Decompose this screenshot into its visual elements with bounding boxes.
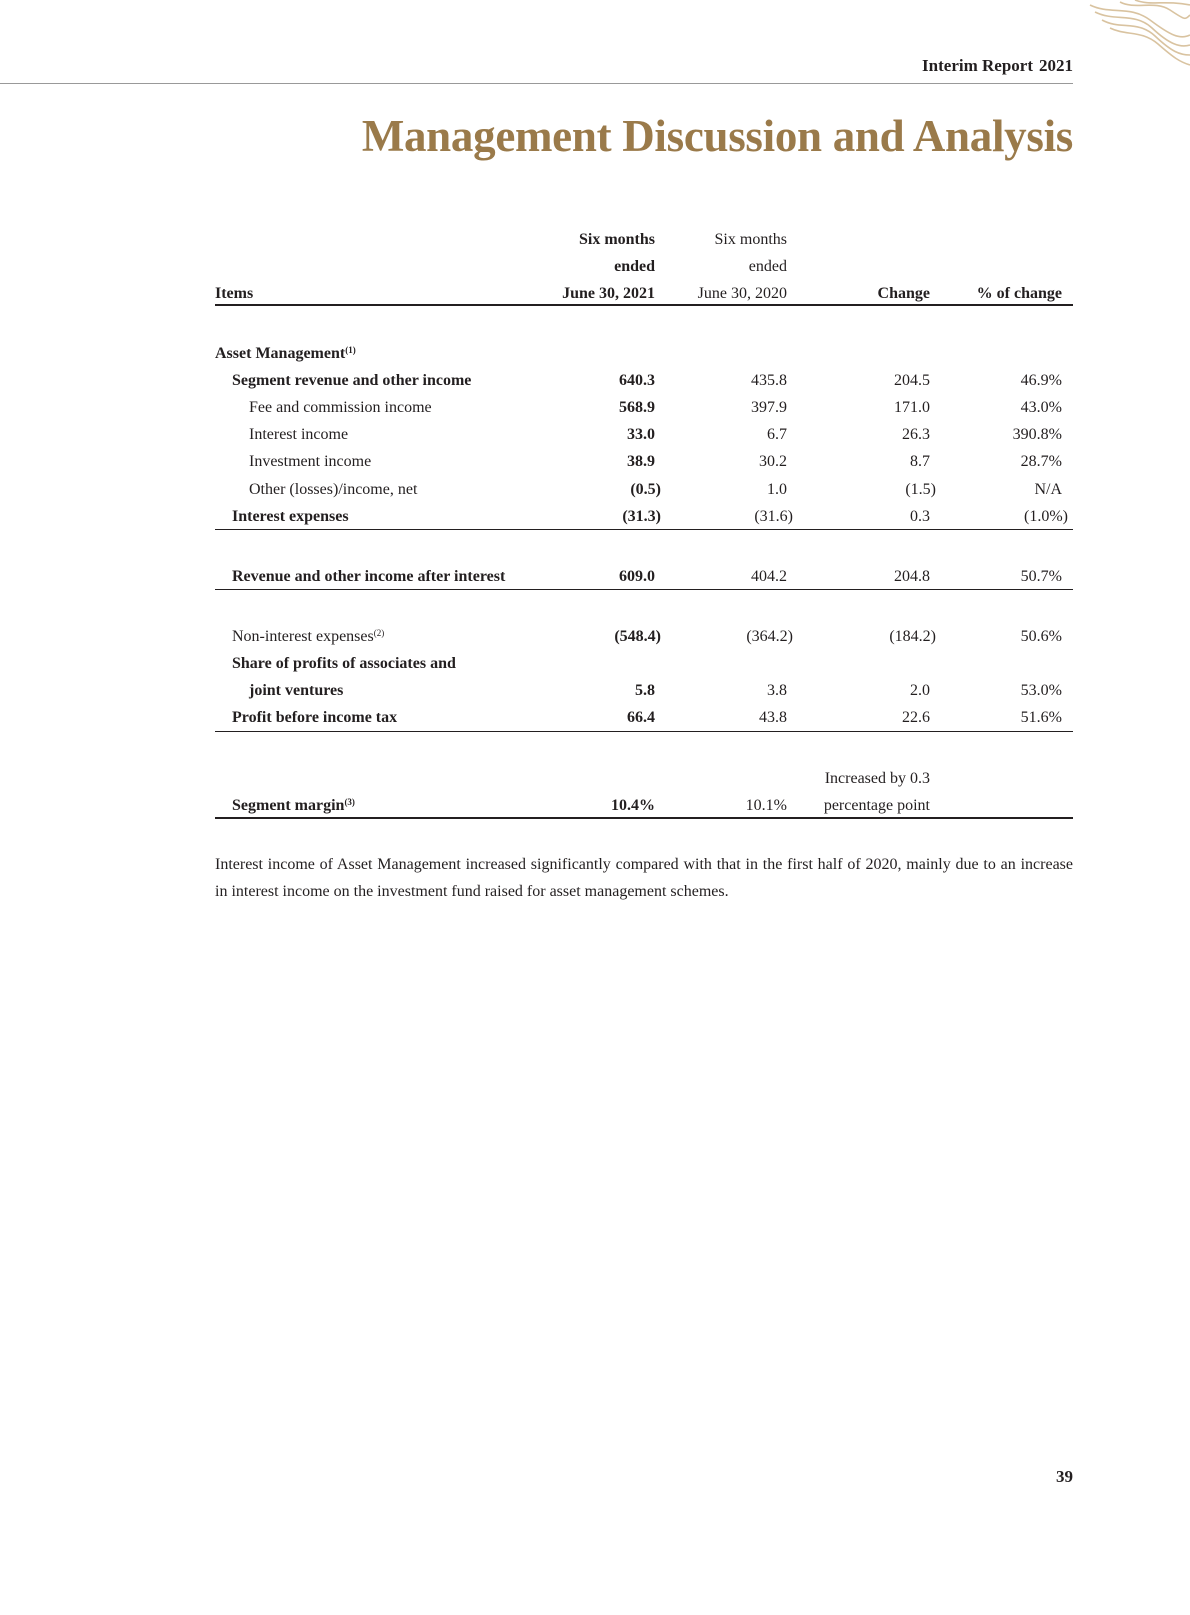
value-change: 0.3 bbox=[910, 508, 930, 525]
table-rule bbox=[215, 589, 1073, 590]
value-2020: 3.8 bbox=[767, 682, 787, 699]
header-pct-change: % of change bbox=[976, 285, 1062, 302]
value-pct-change: N/A bbox=[1034, 481, 1062, 498]
value-change: 204.8 bbox=[894, 568, 930, 585]
value-change: percentage point bbox=[823, 797, 930, 814]
header-change: Change bbox=[877, 285, 930, 302]
table-header-line-2 bbox=[215, 253, 1073, 280]
row-label bbox=[215, 677, 343, 704]
value-2020: (31.6) bbox=[754, 508, 793, 525]
value-pct-change: 50.6% bbox=[1020, 628, 1062, 645]
value-2021: (548.4) bbox=[614, 628, 661, 645]
value-2020: 435.8 bbox=[751, 372, 787, 389]
row-label-text: Non-interest expenses bbox=[232, 628, 374, 645]
row-label bbox=[215, 448, 371, 475]
value-change: Increased by 0.3 bbox=[824, 770, 930, 787]
header-col2: ended bbox=[748, 258, 787, 275]
row-label bbox=[215, 650, 456, 677]
value-2021: 568.9 bbox=[619, 399, 655, 416]
table-header-line-3 bbox=[215, 280, 1073, 307]
table-row bbox=[215, 476, 1073, 503]
value-2020: 43.8 bbox=[759, 709, 787, 726]
footnote-ref: (3) bbox=[344, 797, 355, 807]
value-pct-change: 390.8% bbox=[1012, 426, 1062, 443]
footnote-ref: (1) bbox=[345, 345, 356, 355]
row-label bbox=[215, 421, 348, 448]
page-number: 39 bbox=[1056, 1467, 1073, 1486]
row-label bbox=[215, 503, 349, 530]
section-heading bbox=[215, 340, 1073, 367]
header-col1: ended bbox=[614, 258, 655, 275]
value-2021: 33.0 bbox=[627, 426, 655, 443]
header-col1: Six months bbox=[578, 231, 655, 248]
body-paragraph: Interest income of Asset Management increased significantly compared with that in the first half of 2020, mainly due to an increase in interest income on the investment fund raised for asset management schemes. bbox=[215, 856, 1073, 900]
value-pct-change: 46.9% bbox=[1020, 372, 1062, 389]
table-row bbox=[215, 421, 1073, 448]
header-col2: Six months bbox=[714, 231, 787, 248]
value-pct-change: 43.0% bbox=[1020, 399, 1062, 416]
section-label: Asset Management bbox=[215, 345, 346, 362]
row-label-text: Interest income bbox=[249, 426, 349, 443]
value-change: 2.0 bbox=[910, 682, 930, 699]
row-label-text: Segment margin bbox=[232, 797, 345, 814]
row-label-text: Investment income bbox=[249, 453, 372, 470]
row-label bbox=[215, 704, 397, 731]
value-2021: (31.3) bbox=[622, 508, 661, 525]
row-label-text: Interest expenses bbox=[232, 508, 349, 525]
row-label bbox=[215, 394, 432, 421]
report-year: 2021 bbox=[1039, 56, 1073, 75]
table-row bbox=[215, 704, 1073, 731]
footnote-ref: (2) bbox=[373, 628, 385, 638]
value-change: 8.7 bbox=[910, 453, 930, 470]
value-pct-change: (1.0%) bbox=[1024, 508, 1068, 525]
value-change: (184.2) bbox=[889, 628, 936, 645]
value-change: 22.6 bbox=[902, 709, 930, 726]
row-label-text: Share of profits of associates and bbox=[232, 655, 456, 672]
value-pct-change: 50.7% bbox=[1020, 568, 1062, 585]
table-row bbox=[215, 367, 1073, 394]
value-2020: 397.9 bbox=[751, 399, 787, 416]
value-2021: 38.9 bbox=[627, 453, 655, 470]
value-pct-change: 51.6% bbox=[1020, 709, 1062, 726]
table-row bbox=[215, 503, 1073, 530]
value-2020: 30.2 bbox=[759, 453, 787, 470]
table-rule bbox=[215, 817, 1073, 819]
header-col2: June 30, 2020 bbox=[697, 285, 787, 302]
table-row bbox=[215, 623, 1073, 650]
value-2021: 10.4% bbox=[611, 797, 655, 814]
table-rule bbox=[215, 731, 1073, 732]
value-2020: 404.2 bbox=[751, 568, 787, 585]
value-pct-change: 53.0% bbox=[1020, 682, 1062, 699]
row-label bbox=[215, 623, 384, 650]
value-2021: 66.4 bbox=[627, 709, 655, 726]
value-change: 171.0 bbox=[894, 399, 930, 416]
value-2021: 609.0 bbox=[619, 568, 655, 585]
table-row bbox=[215, 765, 1073, 792]
value-change: 26.3 bbox=[902, 426, 930, 443]
row-label-text: Other (losses)/income, net bbox=[249, 481, 418, 498]
header-col1: June 30, 2021 bbox=[562, 285, 655, 302]
table-rule bbox=[215, 529, 1073, 530]
header-items: Items bbox=[215, 285, 254, 302]
header-divider bbox=[0, 83, 1073, 84]
table-row bbox=[215, 394, 1073, 421]
value-pct-change: 28.7% bbox=[1020, 453, 1062, 470]
value-2020: 6.7 bbox=[767, 426, 787, 443]
value-2021: 640.3 bbox=[619, 372, 655, 389]
table-row bbox=[215, 792, 1073, 819]
row-label-text: Revenue and other income after interest bbox=[232, 568, 506, 585]
report-header bbox=[922, 56, 1073, 76]
table-rule bbox=[215, 304, 1073, 306]
value-change: 204.5 bbox=[894, 372, 930, 389]
value-2020: 1.0 bbox=[767, 481, 787, 498]
value-change: (1.5) bbox=[905, 481, 936, 498]
row-label-text: joint ventures bbox=[249, 682, 344, 699]
table-header-line-1 bbox=[215, 226, 1073, 253]
row-label-text: Segment revenue and other income bbox=[232, 372, 472, 389]
value-2020: 10.1% bbox=[745, 797, 787, 814]
table-row bbox=[215, 650, 1073, 677]
row-label bbox=[215, 476, 417, 503]
value-2021: (0.5) bbox=[630, 481, 661, 498]
row-label bbox=[215, 792, 355, 819]
row-label bbox=[215, 367, 471, 394]
row-label-text: Profit before income tax bbox=[232, 709, 398, 726]
decorative-wave-logo bbox=[1080, 0, 1190, 75]
row-label-text: Fee and commission income bbox=[249, 399, 432, 416]
table-row bbox=[215, 677, 1073, 704]
table-row bbox=[215, 563, 1073, 590]
row-label bbox=[215, 563, 505, 590]
report-name: Interim Report bbox=[922, 56, 1033, 75]
value-2021: 5.8 bbox=[635, 682, 655, 699]
page-title: Management Discussion and Analysis bbox=[361, 111, 1073, 161]
value-2020: (364.2) bbox=[746, 628, 793, 645]
table-row bbox=[215, 448, 1073, 475]
